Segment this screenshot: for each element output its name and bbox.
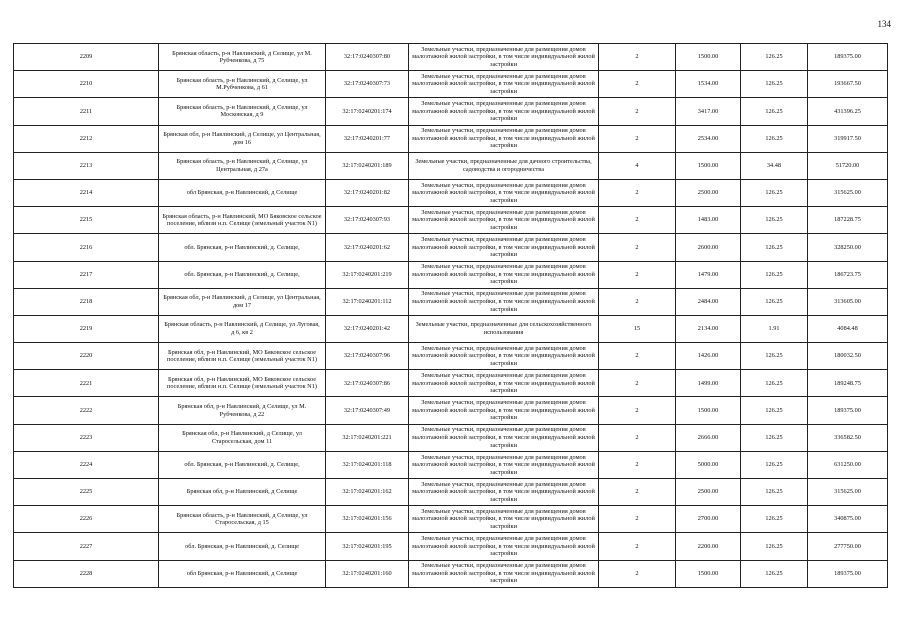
cadastral-value-cell: 189375.00 <box>808 560 888 587</box>
cadastral-value-cell: 193667.50 <box>808 71 888 98</box>
row-number-cell: 2228 <box>14 560 159 587</box>
row-number-cell: 2217 <box>14 261 159 288</box>
area-cell: 2534.00 <box>676 125 741 152</box>
specific-value-cell: 126.25 <box>741 125 808 152</box>
table-row <box>14 152 888 179</box>
land-use-cell: Земельные участки, предназначенные для размещения домов малоэтажной жилой застройки, в том числе индивидуальной жилой застройки <box>409 179 599 206</box>
address-cell: Брянская область, р-н Навлинский, МО Бяковское сельское поселение, вблизи н.п. Селище (земельный участок N1) <box>159 207 326 234</box>
area-cell: 1500.00 <box>676 44 741 71</box>
address-cell: Брянская обл, р-н Навлинский, МО Бяковское сельское поселение, вблизи н.п. Селище (земельный участок N1) <box>159 343 326 370</box>
row-number-cell: 2221 <box>14 370 159 397</box>
specific-value-cell: 126.25 <box>741 560 808 587</box>
cadastral-number-cell: 32:17:0240201:195 <box>326 533 409 560</box>
specific-value-cell: 126.25 <box>741 506 808 533</box>
row-number-cell: 2227 <box>14 533 159 560</box>
area-cell: 1500.00 <box>676 560 741 587</box>
group-cell: 2 <box>599 343 676 370</box>
land-use-cell: Земельные участки, предназначенные для сельскохозяйственного использования <box>409 315 599 342</box>
land-use-cell: Земельные участки, предназначенные для размещения домов малоэтажной жилой застройки, в том числе индивидуальной жилой застройки <box>409 71 599 98</box>
specific-value-cell: 126.25 <box>741 261 808 288</box>
cadastral-value-cell: 315625.00 <box>808 179 888 206</box>
specific-value-cell: 126.25 <box>741 207 808 234</box>
land-use-cell: Земельные участки, предназначенные для размещения домов малоэтажной жилой застройки, в том числе индивидуальной жилой застройки <box>409 424 599 451</box>
land-use-cell: Земельные участки, предназначенные для размещения домов малоэтажной жилой застройки, в том числе индивидуальной жилой застройки <box>409 506 599 533</box>
cadastral-value-cell: 189248.75 <box>808 370 888 397</box>
group-cell: 2 <box>599 234 676 261</box>
area-cell: 1500.00 <box>676 397 741 424</box>
area-cell: 2500.00 <box>676 479 741 506</box>
land-use-cell: Земельные участки, предназначенные для размещения домов малоэтажной жилой застройки, в том числе индивидуальной жилой застройки <box>409 288 599 315</box>
land-use-cell: Земельные участки, предназначенные для размещения домов малоэтажной жилой застройки, в том числе индивидуальной жилой застройки <box>409 451 599 478</box>
cadastral-number-cell: 32:17:0240307:80 <box>326 44 409 71</box>
cadastral-value-cell: 186723.75 <box>808 261 888 288</box>
address-cell: Брянская область, р-н Навлинский, д Селище, ул Московская, д 9 <box>159 98 326 125</box>
table-row <box>14 533 888 560</box>
table-row <box>14 560 888 587</box>
cadastral-value-cell: 187228.75 <box>808 207 888 234</box>
specific-value-cell: 126.25 <box>741 451 808 478</box>
land-use-cell: Земельные участки, предназначенные для размещения домов малоэтажной жилой застройки, в том числе индивидуальной жилой застройки <box>409 397 599 424</box>
cadastral-number-cell: 32:17:0240307:73 <box>326 71 409 98</box>
table-row <box>14 397 888 424</box>
cadastral-value-table <box>13 43 888 588</box>
row-number-cell: 2219 <box>14 315 159 342</box>
table-row <box>14 44 888 71</box>
specific-value-cell: 126.25 <box>741 44 808 71</box>
row-number-cell: 2214 <box>14 179 159 206</box>
specific-value-cell: 126.25 <box>741 479 808 506</box>
land-use-cell: Земельные участки, предназначенные для размещения домов малоэтажной жилой застройки, в том числе индивидуальной жилой застройки <box>409 234 599 261</box>
table-row <box>14 125 888 152</box>
land-use-cell: Земельные участки, предназначенные для размещения домов малоэтажной жилой застройки, в том числе индивидуальной жилой застройки <box>409 125 599 152</box>
table-row <box>14 234 888 261</box>
area-cell: 1500.00 <box>676 152 741 179</box>
cadastral-value-cell: 313605.00 <box>808 288 888 315</box>
land-use-cell: Земельные участки, предназначенные для размещения домов малоэтажной жилой застройки, в том числе индивидуальной жилой застройки <box>409 560 599 587</box>
cadastral-number-cell: 32:17:0240201:77 <box>326 125 409 152</box>
row-number-cell: 2220 <box>14 343 159 370</box>
row-number-cell: 2213 <box>14 152 159 179</box>
specific-value-cell: 126.25 <box>741 343 808 370</box>
cadastral-number-cell: 32:17:0240201:112 <box>326 288 409 315</box>
address-cell: Брянская область, р-н Навлинский, д Селище, ул М.Рубченкова, д 61 <box>159 71 326 98</box>
row-number-cell: 2225 <box>14 479 159 506</box>
cadastral-value-cell: 180032.50 <box>808 343 888 370</box>
group-cell: 2 <box>599 44 676 71</box>
land-use-cell: Земельные участки, предназначенные для размещения домов малоэтажной жилой застройки, в том числе индивидуальной жилой застройки <box>409 343 599 370</box>
group-cell: 2 <box>599 125 676 152</box>
group-cell: 2 <box>599 451 676 478</box>
land-use-cell: Земельные участки, предназначенные для размещения домов малоэтажной жилой застройки, в том числе индивидуальной жилой застройки <box>409 44 599 71</box>
specific-value-cell: 1.91 <box>741 315 808 342</box>
cadastral-value-cell: 631250.00 <box>808 451 888 478</box>
group-cell: 2 <box>599 71 676 98</box>
group-cell: 2 <box>599 506 676 533</box>
cadastral-number-cell: 32:17:0240307:96 <box>326 343 409 370</box>
area-cell: 1426.00 <box>676 343 741 370</box>
cadastral-value-cell: 315625.00 <box>808 479 888 506</box>
group-cell: 2 <box>599 397 676 424</box>
area-cell: 1534.00 <box>676 71 741 98</box>
address-cell: Брянская обл, р-н Навлинский, д Селище, ул М. Рубченкова, д 22 <box>159 397 326 424</box>
area-cell: 2200.00 <box>676 533 741 560</box>
land-use-cell: Земельные участки, предназначенные для размещения домов малоэтажной жилой застройки, в том числе индивидуальной жилой застройки <box>409 207 599 234</box>
cadastral-number-cell: 32:17:0240201:118 <box>326 451 409 478</box>
row-number-cell: 2215 <box>14 207 159 234</box>
area-cell: 2500.00 <box>676 179 741 206</box>
row-number-cell: 2211 <box>14 98 159 125</box>
group-cell: 2 <box>599 370 676 397</box>
table-row <box>14 207 888 234</box>
group-cell: 2 <box>599 207 676 234</box>
land-use-cell: Земельные участки, предназначенные для размещения домов малоэтажной жилой застройки, в том числе индивидуальной жилой застройки <box>409 479 599 506</box>
land-use-cell: Земельные участки, предназначенные для размещения домов малоэтажной жилой застройки, в том числе индивидуальной жилой застройки <box>409 370 599 397</box>
cadastral-value-cell: 319917.50 <box>808 125 888 152</box>
table-row <box>14 370 888 397</box>
table-row <box>14 506 888 533</box>
cadastral-number-cell: 32:17:0240307:49 <box>326 397 409 424</box>
specific-value-cell: 126.25 <box>741 179 808 206</box>
group-cell: 2 <box>599 179 676 206</box>
address-cell: Брянская область, р-н Навлинский, д Селище, ул Луговая, д 6, кв 2 <box>159 315 326 342</box>
area-cell: 2600.00 <box>676 234 741 261</box>
page-number: 134 <box>877 19 891 29</box>
address-cell: обл. Брянская, р-н Навлинский, д. Селище, <box>159 261 326 288</box>
specific-value-cell: 126.25 <box>741 288 808 315</box>
land-use-cell: Земельные участки, предназначенные для размещения домов малоэтажной жилой застройки, в том числе индивидуальной жилой застройки <box>409 533 599 560</box>
cadastral-value-cell: 189375.00 <box>808 397 888 424</box>
cadastral-value-cell: 328250.00 <box>808 234 888 261</box>
cadastral-number-cell: 32:17:0240201:160 <box>326 560 409 587</box>
group-cell: 2 <box>599 261 676 288</box>
cadastral-number-cell: 32:17:0240201:219 <box>326 261 409 288</box>
area-cell: 2134.00 <box>676 315 741 342</box>
land-use-cell: Земельные участки, предназначенные для размещения домов малоэтажной жилой застройки, в том числе индивидуальной жилой застройки <box>409 261 599 288</box>
table-row <box>14 479 888 506</box>
table-row <box>14 451 888 478</box>
cadastral-number-cell: 32:17:0240201:221 <box>326 424 409 451</box>
cadastral-value-cell: 340875.00 <box>808 506 888 533</box>
row-number-cell: 2216 <box>14 234 159 261</box>
table-row <box>14 424 888 451</box>
address-cell: Брянская область, р-н Навлинский, д Селище, ул Центральная, д 27а <box>159 152 326 179</box>
cadastral-number-cell: 32:17:0240201:42 <box>326 315 409 342</box>
land-use-cell: Земельные участки, предназначенные для дачного строительства, садоводства и огородничества <box>409 152 599 179</box>
table-row <box>14 343 888 370</box>
cadastral-number-cell: 32:17:0240307:93 <box>326 207 409 234</box>
cadastral-value-cell: 336582.50 <box>808 424 888 451</box>
cadastral-number-cell: 32:17:0240201:162 <box>326 479 409 506</box>
row-number-cell: 2210 <box>14 71 159 98</box>
table-row <box>14 261 888 288</box>
area-cell: 2484.00 <box>676 288 741 315</box>
specific-value-cell: 126.25 <box>741 424 808 451</box>
specific-value-cell: 126.25 <box>741 71 808 98</box>
specific-value-cell: 126.25 <box>741 533 808 560</box>
address-cell: обл. Брянская, р-н Навлинский, д. Селище, <box>159 234 326 261</box>
address-cell: обл Брянская, р-н Навлинский, д Селище <box>159 560 326 587</box>
row-number-cell: 2223 <box>14 424 159 451</box>
group-cell: 2 <box>599 479 676 506</box>
cadastral-number-cell: 32:17:0240201:189 <box>326 152 409 179</box>
area-cell: 2700.00 <box>676 506 741 533</box>
cadastral-number-cell: 32:17:0240201:62 <box>326 234 409 261</box>
address-cell: обл Брянская, р-н Навлинский, д Селище <box>159 179 326 206</box>
address-cell: Брянская обл, р-н Навлинский, д Селище, ул Центральная, дом 16 <box>159 125 326 152</box>
address-cell: Брянская обл, р-н Навлинский, д Селище, ул Центральная, дом 17 <box>159 288 326 315</box>
area-cell: 5000.00 <box>676 451 741 478</box>
specific-value-cell: 34.48 <box>741 152 808 179</box>
address-cell: обл. Брянская, р-н Навлинский, д. Селище <box>159 533 326 560</box>
area-cell: 1483.00 <box>676 207 741 234</box>
row-number-cell: 2224 <box>14 451 159 478</box>
specific-value-cell: 126.25 <box>741 98 808 125</box>
row-number-cell: 2222 <box>14 397 159 424</box>
cadastral-value-cell: 277750.00 <box>808 533 888 560</box>
cadastral-number-cell: 32:17:0240201:156 <box>326 506 409 533</box>
address-cell: Брянская обл, р-н Навлинский, д Селище <box>159 479 326 506</box>
cadastral-number-cell: 32:17:0240201:82 <box>326 179 409 206</box>
cadastral-value-cell: 51720.00 <box>808 152 888 179</box>
cadastral-number-cell: 32:17:0240307:86 <box>326 370 409 397</box>
address-cell: обл. Брянская, р-н Навлинский, д. Селище, <box>159 451 326 478</box>
address-cell: Брянская обл, р-н Навлинский, МО Бяковское сельское поселение, вблизи н.п. Селище (земельный участок N1) <box>159 370 326 397</box>
area-cell: 1499.00 <box>676 370 741 397</box>
group-cell: 4 <box>599 152 676 179</box>
specific-value-cell: 126.25 <box>741 397 808 424</box>
address-cell: Брянская область, р-н Навлинский, д Селище, ул М. Рубченкова, д 75 <box>159 44 326 71</box>
table-row <box>14 288 888 315</box>
area-cell: 3417.00 <box>676 98 741 125</box>
table-row <box>14 71 888 98</box>
address-cell: Брянская обл, р-н Навлинский, д Селище, ул Старосельская, дом 11 <box>159 424 326 451</box>
specific-value-cell: 126.25 <box>741 234 808 261</box>
row-number-cell: 2209 <box>14 44 159 71</box>
table-body <box>14 44 888 588</box>
group-cell: 2 <box>599 288 676 315</box>
row-number-cell: 2226 <box>14 506 159 533</box>
group-cell: 2 <box>599 533 676 560</box>
table-row <box>14 179 888 206</box>
cadastral-value-cell: 189375.00 <box>808 44 888 71</box>
cadastral-value-cell: 4084.48 <box>808 315 888 342</box>
table-row <box>14 98 888 125</box>
row-number-cell: 2212 <box>14 125 159 152</box>
group-cell: 2 <box>599 98 676 125</box>
group-cell: 15 <box>599 315 676 342</box>
group-cell: 2 <box>599 424 676 451</box>
area-cell: 1479.00 <box>676 261 741 288</box>
specific-value-cell: 126.25 <box>741 370 808 397</box>
row-number-cell: 2218 <box>14 288 159 315</box>
group-cell: 2 <box>599 560 676 587</box>
area-cell: 2666.00 <box>676 424 741 451</box>
table-row <box>14 315 888 342</box>
land-use-cell: Земельные участки, предназначенные для размещения домов малоэтажной жилой застройки, в том числе индивидуальной жилой застройки <box>409 98 599 125</box>
address-cell: Брянская область, р-н Навлинский, д Селище, ул Старосельская, д 15 <box>159 506 326 533</box>
cadastral-number-cell: 32:17:0240201:174 <box>326 98 409 125</box>
cadastral-value-cell: 431396.25 <box>808 98 888 125</box>
